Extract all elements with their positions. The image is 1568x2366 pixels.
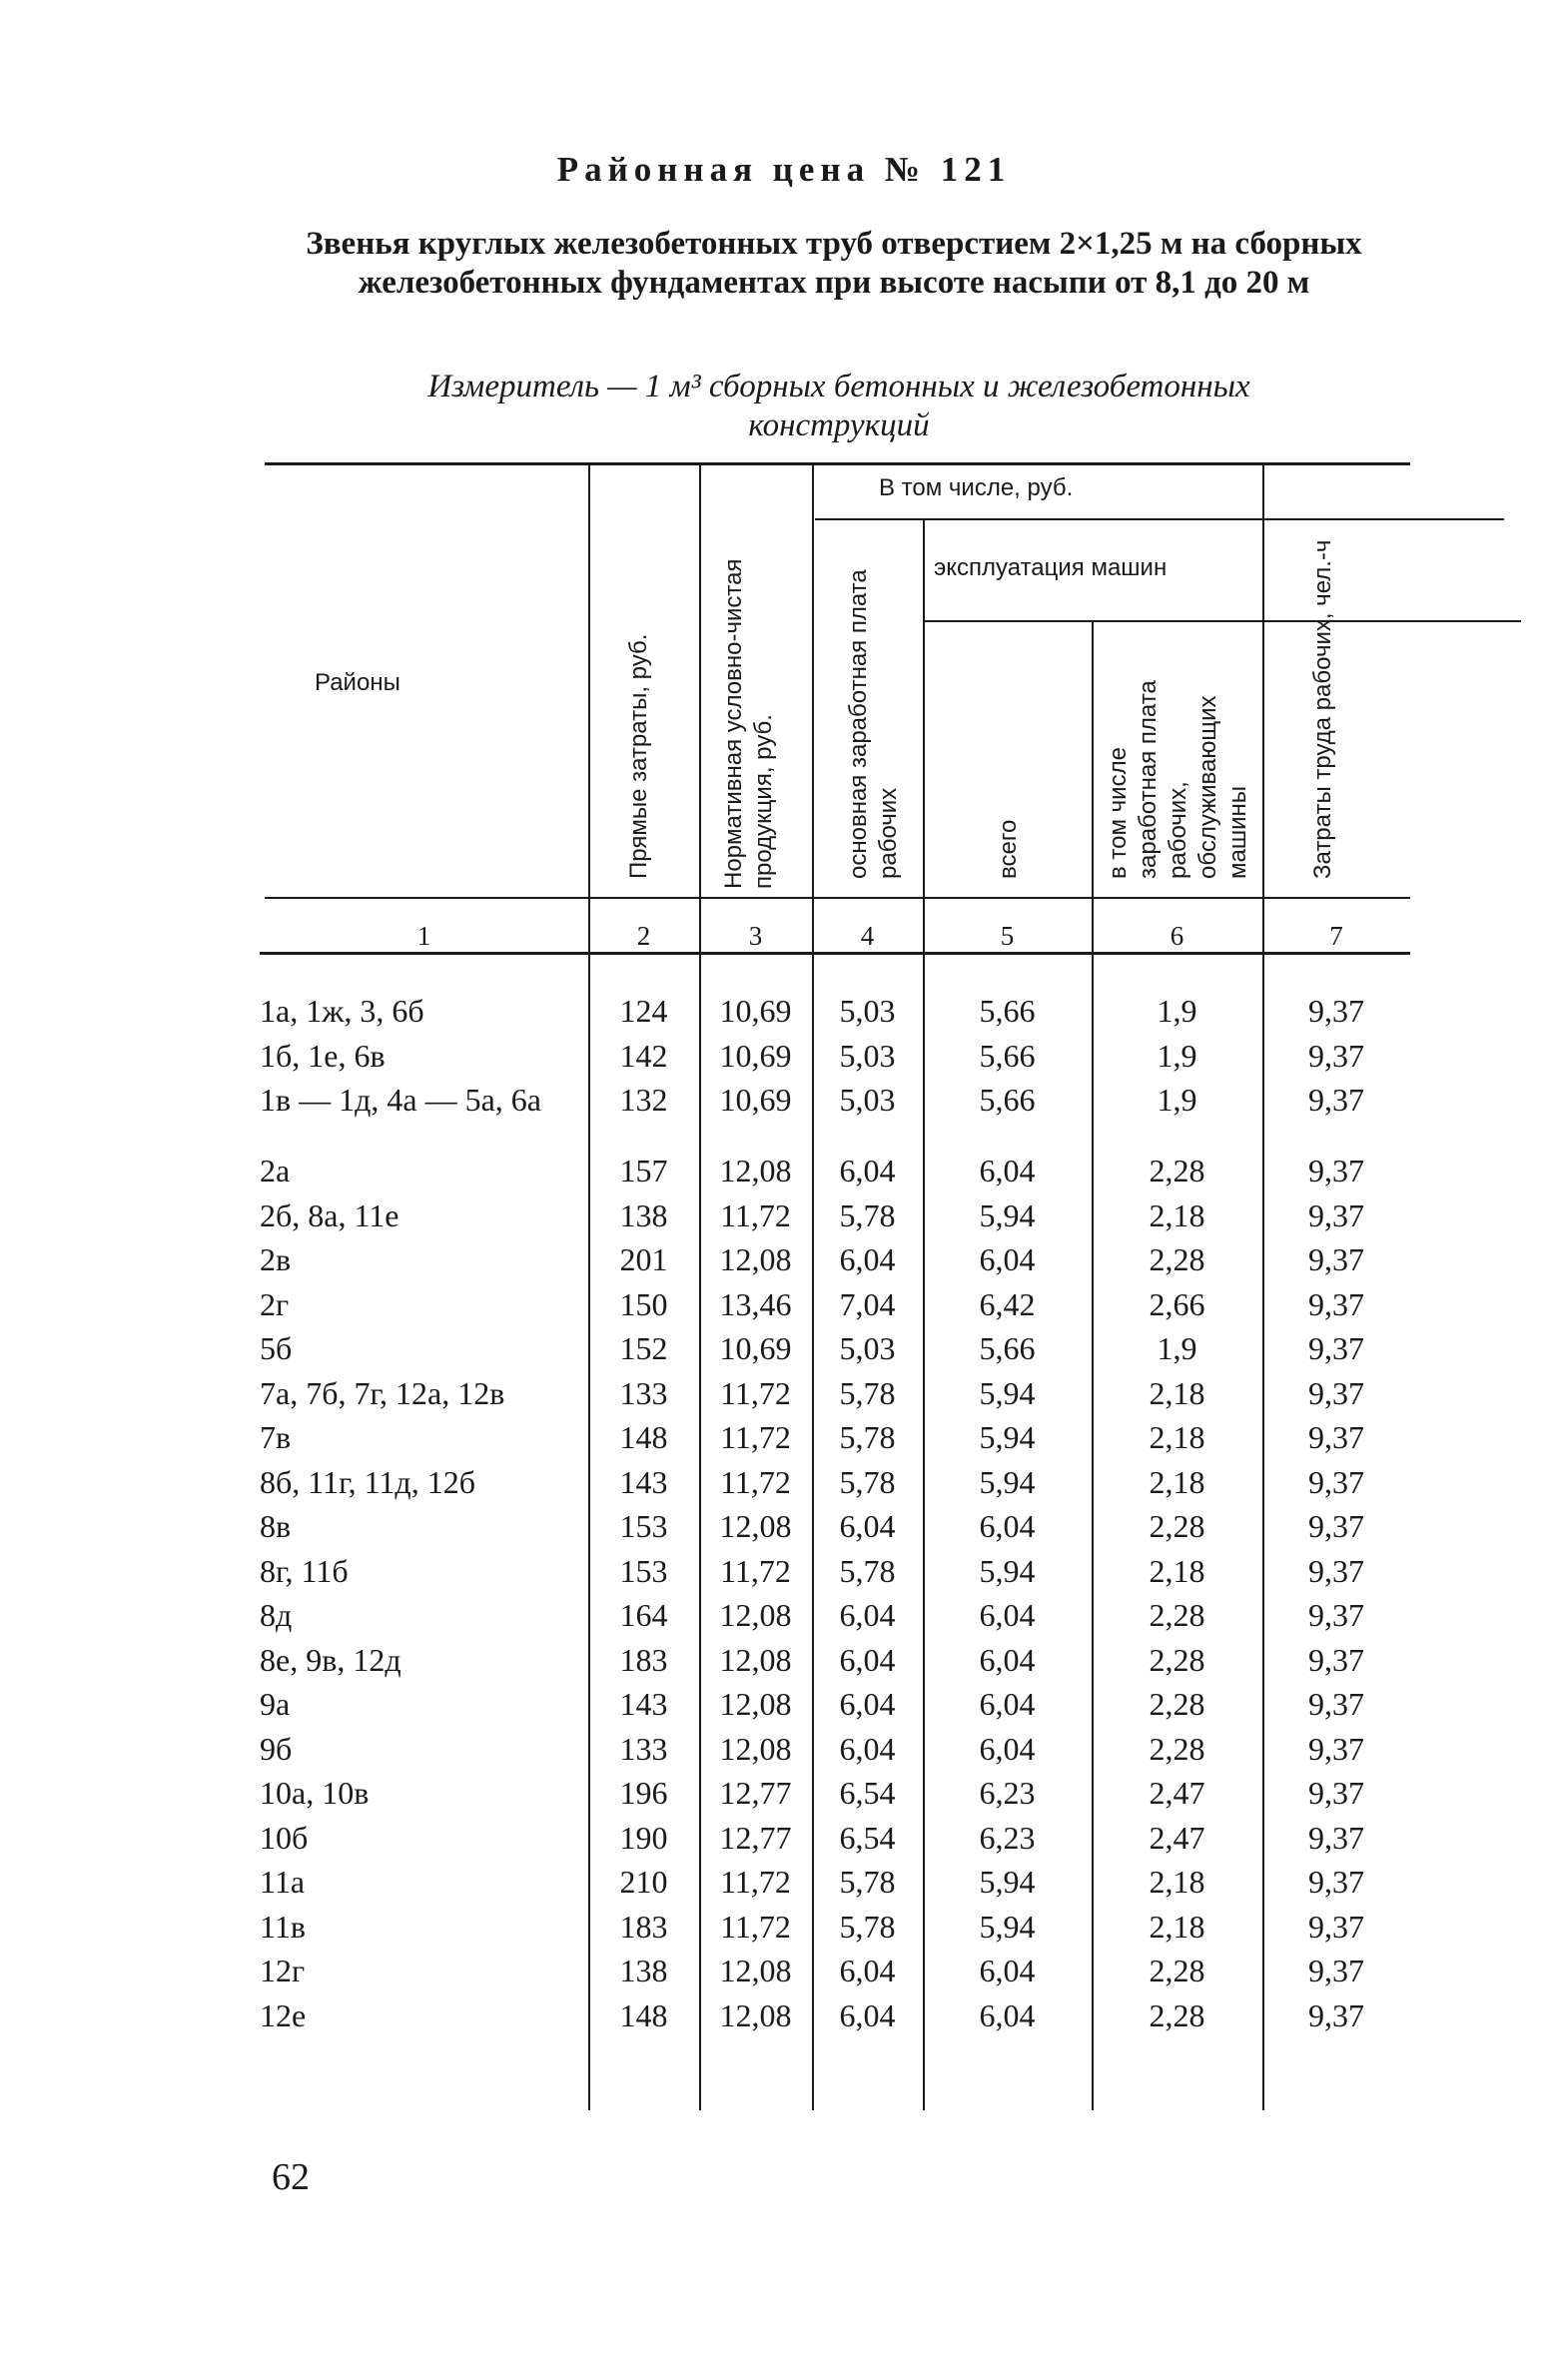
- cell-c3: 12,08: [719, 1730, 792, 1767]
- cell-c7: 9,37: [1308, 1037, 1364, 1074]
- column-number: 2: [636, 921, 651, 951]
- cell-c2: 196: [619, 1775, 668, 1811]
- cell-c4: 6,04: [839, 1686, 896, 1722]
- cell-c3: 12,77: [719, 1775, 792, 1811]
- cell-c5: 6,04: [979, 1597, 1036, 1633]
- cell-c6: 2,28: [1149, 1730, 1205, 1767]
- page-title: Районная цена № 121: [556, 150, 1012, 189]
- cell-c2: 143: [619, 1463, 668, 1500]
- cell-c3: 10,69: [719, 993, 792, 1029]
- header-normative-output: Нормативная условно-чистая продукция, руб.: [720, 558, 777, 889]
- page-number: 62: [272, 2156, 310, 2198]
- cell-c7: 9,37: [1308, 1819, 1364, 1856]
- cell-c7: 9,37: [1308, 1285, 1364, 1322]
- cell-c5: 6,04: [979, 1241, 1036, 1277]
- column-number: 1: [416, 921, 431, 951]
- cell-c6: 2,28: [1149, 1153, 1205, 1188]
- cell-c7: 9,37: [1308, 1996, 1364, 2033]
- machines-rule: [924, 620, 1521, 622]
- header-direct-costs: Прямые затраты, руб.: [625, 633, 652, 879]
- cell-c4: 5,78: [839, 1908, 896, 1945]
- cell-c2: 152: [619, 1330, 668, 1366]
- cell-c4: 5,03: [839, 1037, 896, 1074]
- cell-c6: 2,28: [1149, 1996, 1205, 2033]
- column-number: 5: [1000, 921, 1015, 951]
- cell-region: 7в: [260, 1419, 292, 1455]
- cell-c5: 5,66: [979, 1330, 1036, 1366]
- cell-c5: 5,66: [979, 993, 1036, 1029]
- cell-region: 12г: [260, 1953, 306, 1988]
- price-table: [260, 0, 1410, 2366]
- cell-c2: 142: [619, 1037, 668, 1074]
- cell-c6: 2,47: [1149, 1775, 1205, 1811]
- cell-c4: 5,03: [839, 1082, 896, 1118]
- cell-c7: 9,37: [1308, 1374, 1364, 1411]
- cell-c3: 11,72: [720, 1374, 791, 1411]
- cell-region: 5б: [260, 1330, 293, 1366]
- cell-c5: 5,94: [979, 1419, 1036, 1455]
- cell-c6: 2,28: [1149, 1241, 1205, 1277]
- cell-region: 1а, 1ж, 3, 6б: [260, 993, 424, 1029]
- cell-c4: 6,04: [839, 1953, 896, 1988]
- cell-c4: 6,04: [839, 1241, 896, 1277]
- cell-c7: 9,37: [1308, 1153, 1364, 1188]
- cell-region: 8г, 11б: [260, 1552, 349, 1589]
- cell-c5: 6,23: [979, 1775, 1036, 1811]
- cell-region: 11в: [260, 1908, 306, 1945]
- column-numbers-rule: [260, 952, 1410, 955]
- cell-c3: 12,08: [719, 1953, 792, 1988]
- cell-c6: 2,18: [1149, 1908, 1205, 1945]
- cell-c3: 11,72: [720, 1552, 791, 1589]
- cell-region: 8д: [260, 1597, 293, 1633]
- column-number: 3: [748, 921, 763, 951]
- cell-c4: 5,78: [839, 1552, 896, 1589]
- cell-c6: 2,28: [1149, 1597, 1205, 1633]
- cell-c6: 2,18: [1149, 1196, 1205, 1233]
- cell-region: 2а: [260, 1153, 291, 1188]
- cell-c7: 9,37: [1308, 1419, 1364, 1455]
- cell-c3: 11,72: [720, 1463, 791, 1500]
- cell-region: 11а: [260, 1864, 306, 1900]
- cell-c4: 7,04: [839, 1285, 896, 1322]
- cell-c7: 9,37: [1308, 1641, 1364, 1678]
- cell-c6: 2,28: [1149, 1641, 1205, 1678]
- cell-c5: 6,42: [979, 1285, 1036, 1322]
- header-including: В том числе, руб.: [879, 474, 1074, 501]
- cell-c2: 164: [619, 1597, 668, 1633]
- cell-c7: 9,37: [1308, 1730, 1364, 1767]
- cell-c4: 6,04: [839, 1730, 896, 1767]
- cell-c2: 148: [619, 1419, 668, 1455]
- cell-region: 10б: [260, 1819, 309, 1856]
- cell-c7: 9,37: [1308, 1597, 1364, 1633]
- cell-c7: 9,37: [1308, 993, 1364, 1029]
- cell-c7: 9,37: [1308, 1241, 1364, 1277]
- cell-c3: 11,72: [720, 1419, 791, 1455]
- cell-c4: 6,04: [839, 1996, 896, 2033]
- cell-c2: 150: [619, 1285, 668, 1322]
- cell-c5: 6,04: [979, 1508, 1036, 1544]
- cell-c5: 6,23: [979, 1819, 1036, 1856]
- page-subtitle: Звенья круглых железобетонных труб отверстием 2×1,25 м на сборных железобетонных фундаментах при высоте насыпи от 8,1 до 20 м: [306, 226, 1362, 301]
- cell-c5: 5,94: [979, 1196, 1036, 1233]
- cell-c7: 9,37: [1308, 1953, 1364, 1988]
- cell-c6: 2,18: [1149, 1552, 1205, 1589]
- cell-c6: 2,47: [1149, 1819, 1205, 1856]
- header-incl-machine-wage: в том числе заработная плата рабочих, обслуживающих машины: [1105, 680, 1251, 879]
- cell-c2: 143: [619, 1686, 668, 1722]
- cell-c6: 2,28: [1149, 1686, 1205, 1722]
- cell-c7: 9,37: [1308, 1463, 1364, 1500]
- cell-c2: 190: [619, 1819, 668, 1856]
- header-regions: Районы: [315, 669, 400, 696]
- cell-c6: 1,9: [1157, 993, 1197, 1029]
- cell-c5: 5,94: [979, 1463, 1036, 1500]
- cell-region: 8е, 9в, 12д: [260, 1641, 401, 1678]
- header-total: всего: [995, 819, 1022, 879]
- cell-c4: 5,78: [839, 1196, 896, 1233]
- cell-c7: 9,37: [1308, 1775, 1364, 1811]
- cell-c2: 153: [619, 1508, 668, 1544]
- cell-c4: 5,03: [839, 993, 896, 1029]
- cell-c4: 6,04: [839, 1508, 896, 1544]
- cell-c6: 2,66: [1149, 1285, 1205, 1322]
- cell-c5: 6,04: [979, 1641, 1036, 1678]
- cell-c2: 210: [619, 1864, 668, 1900]
- cell-c3: 13,46: [719, 1285, 792, 1322]
- cell-c5: 5,94: [979, 1374, 1036, 1411]
- cell-region: 9б: [260, 1730, 293, 1767]
- cell-c3: 12,08: [719, 1597, 792, 1633]
- cell-c5: 5,66: [979, 1082, 1036, 1118]
- cell-c6: 2,18: [1149, 1419, 1205, 1455]
- cell-c2: 133: [619, 1730, 668, 1767]
- cell-c3: 11,72: [720, 1864, 791, 1900]
- cell-c3: 12,08: [719, 1508, 792, 1544]
- cell-c2: 153: [619, 1552, 668, 1589]
- cell-region: 2г: [260, 1285, 290, 1322]
- cell-c4: 6,54: [839, 1775, 896, 1811]
- cell-c4: 5,78: [839, 1374, 896, 1411]
- cell-c2: 138: [619, 1196, 668, 1233]
- cell-c2: 148: [619, 1996, 668, 2033]
- header-bottom-rule: [265, 897, 1410, 899]
- cell-c2: 157: [619, 1153, 668, 1188]
- cell-c5: 6,04: [979, 1686, 1036, 1722]
- cell-region: 12е: [260, 1996, 307, 2033]
- cell-c3: 12,08: [719, 1686, 792, 1722]
- unit-of-measure: Измеритель — 1 м³ сборных бетонных и железобетонных конструкций: [427, 369, 1250, 443]
- cell-c6: 2,28: [1149, 1953, 1205, 1988]
- cell-region: 8б, 11г, 11д, 12б: [260, 1463, 475, 1500]
- cell-c4: 6,04: [839, 1153, 896, 1188]
- cell-region: 10а, 10в: [260, 1775, 370, 1811]
- cell-c6: 2,18: [1149, 1463, 1205, 1500]
- cell-c3: 11,72: [720, 1908, 791, 1945]
- cell-c5: 5,94: [979, 1908, 1036, 1945]
- cell-region: 2б, 8а, 11е: [260, 1196, 399, 1233]
- cell-c2: 138: [619, 1953, 668, 1988]
- cell-c5: 6,04: [979, 1153, 1036, 1188]
- cell-c3: 12,08: [719, 1996, 792, 2033]
- cell-c2: 132: [619, 1082, 668, 1118]
- cell-region: 1б, 1е, 6в: [260, 1037, 386, 1074]
- cell-c7: 9,37: [1308, 1330, 1364, 1366]
- cell-c2: 201: [619, 1241, 668, 1277]
- cell-c6: 2,18: [1149, 1374, 1205, 1411]
- cell-c2: 124: [619, 993, 668, 1029]
- cell-c4: 5,78: [839, 1463, 896, 1500]
- header-labor-costs: Затраты труда рабочих, чел.-ч: [1309, 539, 1336, 879]
- cell-c4: 6,04: [839, 1641, 896, 1678]
- cell-c3: 11,72: [720, 1196, 791, 1233]
- column-number: 6: [1170, 921, 1184, 951]
- cell-c4: 6,04: [839, 1597, 896, 1633]
- cell-c4: 5,78: [839, 1419, 896, 1455]
- including-rule: [815, 518, 1504, 520]
- cell-region: 2в: [260, 1241, 292, 1277]
- cell-c5: 6,04: [979, 1996, 1036, 2033]
- cell-c5: 6,04: [979, 1730, 1036, 1767]
- cell-c3: 10,69: [719, 1037, 792, 1074]
- header-base-wage: основная заработная плата рабочих: [845, 569, 902, 879]
- cell-c5: 6,04: [979, 1953, 1036, 1988]
- cell-region: 7а, 7б, 7г, 12а, 12в: [260, 1374, 505, 1411]
- cell-c7: 9,37: [1308, 1552, 1364, 1589]
- cell-c6: 2,28: [1149, 1508, 1205, 1544]
- cell-c7: 9,37: [1308, 1196, 1364, 1233]
- cell-c6: 1,9: [1157, 1082, 1197, 1118]
- cell-c3: 12,77: [719, 1819, 792, 1856]
- cell-c6: 1,9: [1157, 1330, 1197, 1366]
- table-top-rule: [265, 462, 1410, 465]
- cell-c4: 5,03: [839, 1330, 896, 1366]
- cell-region: 1в — 1д, 4а — 5а, 6а: [260, 1082, 541, 1118]
- cell-c4: 6,54: [839, 1819, 896, 1856]
- column-number: 7: [1329, 921, 1343, 951]
- cell-region: 8в: [260, 1508, 292, 1544]
- cell-c7: 9,37: [1308, 1686, 1364, 1722]
- cell-c3: 10,69: [719, 1082, 792, 1118]
- cell-c5: 5,66: [979, 1037, 1036, 1074]
- cell-c2: 183: [619, 1908, 668, 1945]
- cell-c6: 1,9: [1157, 1037, 1197, 1074]
- cell-c7: 9,37: [1308, 1508, 1364, 1544]
- cell-c4: 5,78: [839, 1864, 896, 1900]
- cell-c7: 9,37: [1308, 1082, 1364, 1118]
- column-number: 4: [860, 921, 875, 951]
- cell-c2: 183: [619, 1641, 668, 1678]
- cell-c5: 5,94: [979, 1552, 1036, 1589]
- cell-c5: 5,94: [979, 1864, 1036, 1900]
- header-machine-operation: эксплуатация машин: [934, 554, 1168, 581]
- cell-region: 9а: [260, 1686, 291, 1722]
- cell-c7: 9,37: [1308, 1864, 1364, 1900]
- cell-c3: 12,08: [719, 1241, 792, 1277]
- cell-c6: 2,18: [1149, 1864, 1205, 1900]
- cell-c3: 12,08: [719, 1641, 792, 1678]
- cell-c3: 12,08: [719, 1153, 792, 1188]
- cell-c7: 9,37: [1308, 1908, 1364, 1945]
- cell-c2: 133: [619, 1374, 668, 1411]
- cell-c3: 10,69: [719, 1330, 792, 1366]
